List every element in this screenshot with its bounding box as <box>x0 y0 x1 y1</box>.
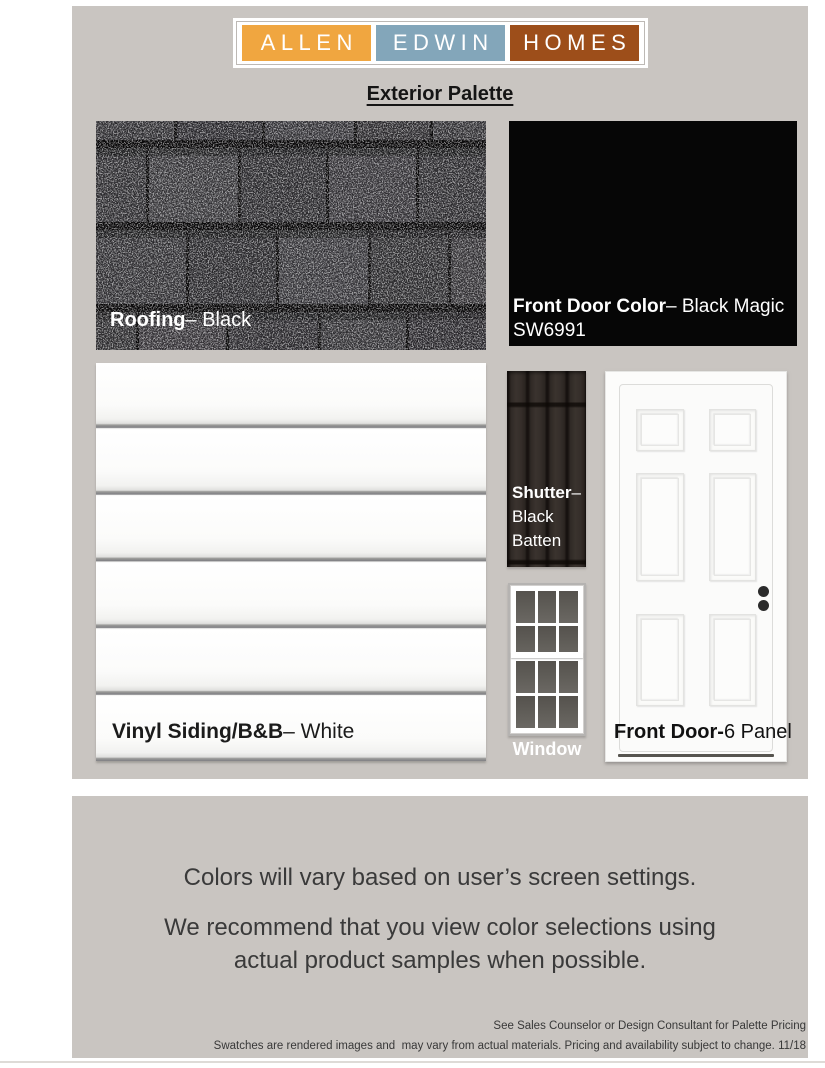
door-panel <box>636 473 684 581</box>
disclaimer-panel <box>72 796 808 1058</box>
vinyl-siding-label: Vinyl Siding/B&B– White <box>112 720 355 743</box>
window-pane <box>559 661 578 693</box>
door-knob-hole <box>758 600 769 611</box>
door-panel <box>709 409 756 451</box>
exterior-palette-panel <box>72 6 808 779</box>
window-pane <box>516 661 535 693</box>
window-frame <box>510 585 584 734</box>
window-grid <box>516 591 578 728</box>
window-pane <box>538 591 557 623</box>
door-panel <box>709 473 756 581</box>
door-threshold-shadow <box>618 754 774 757</box>
window-swatch <box>508 583 586 736</box>
page-bottom-edge <box>0 1061 825 1063</box>
door-knob-hole <box>758 586 769 597</box>
front-door-swatch <box>605 371 792 762</box>
shutter-label: Shutter– Black Batten <box>512 483 581 550</box>
window-pane <box>516 591 535 623</box>
front-door-color-swatch <box>509 121 797 346</box>
window-pane <box>516 696 535 728</box>
window-label: Window <box>512 739 582 759</box>
front-door-color-label: Front Door Color– Black Magic SW6991 <box>513 296 785 341</box>
roofing-swatch <box>96 121 486 350</box>
allen-edwin-homes-logo <box>233 18 648 68</box>
screen-settings-note: Colors will vary based on user’s screen settings. <box>183 864 697 891</box>
door-panel <box>636 409 684 451</box>
window-pane <box>538 696 557 728</box>
roofing-label: Roofing– Black <box>110 309 252 331</box>
front-door-label: Front Door-6 Panel <box>614 721 792 743</box>
vinyl-siding-swatch <box>96 363 486 761</box>
door-panel <box>709 614 756 706</box>
logo-block-homes: HOMES <box>510 25 639 61</box>
disclaimer-fine-print: Swatches are rendered images and may vary from actual materials. Pricing and availability subject to change. 11/18 <box>213 1040 806 1052</box>
logo-border <box>236 21 645 65</box>
page-title: Exterior Palette <box>366 83 514 105</box>
sample-recommendation-note: We recommend that you view color selections using actual product samples when possible. <box>164 914 716 974</box>
door-panel <box>636 614 684 706</box>
pricing-fine-print: See Sales Counselor or Design Consultant for Palette Pricing <box>493 1020 806 1032</box>
window-pane <box>559 696 578 728</box>
logo-block-edwin: EDWIN <box>376 25 505 61</box>
shutter-swatch <box>507 371 586 567</box>
window-pane <box>538 661 557 693</box>
logo-block-allen: ALLEN <box>242 25 371 61</box>
window-meeting-rail <box>511 652 583 658</box>
window-pane <box>559 591 578 623</box>
